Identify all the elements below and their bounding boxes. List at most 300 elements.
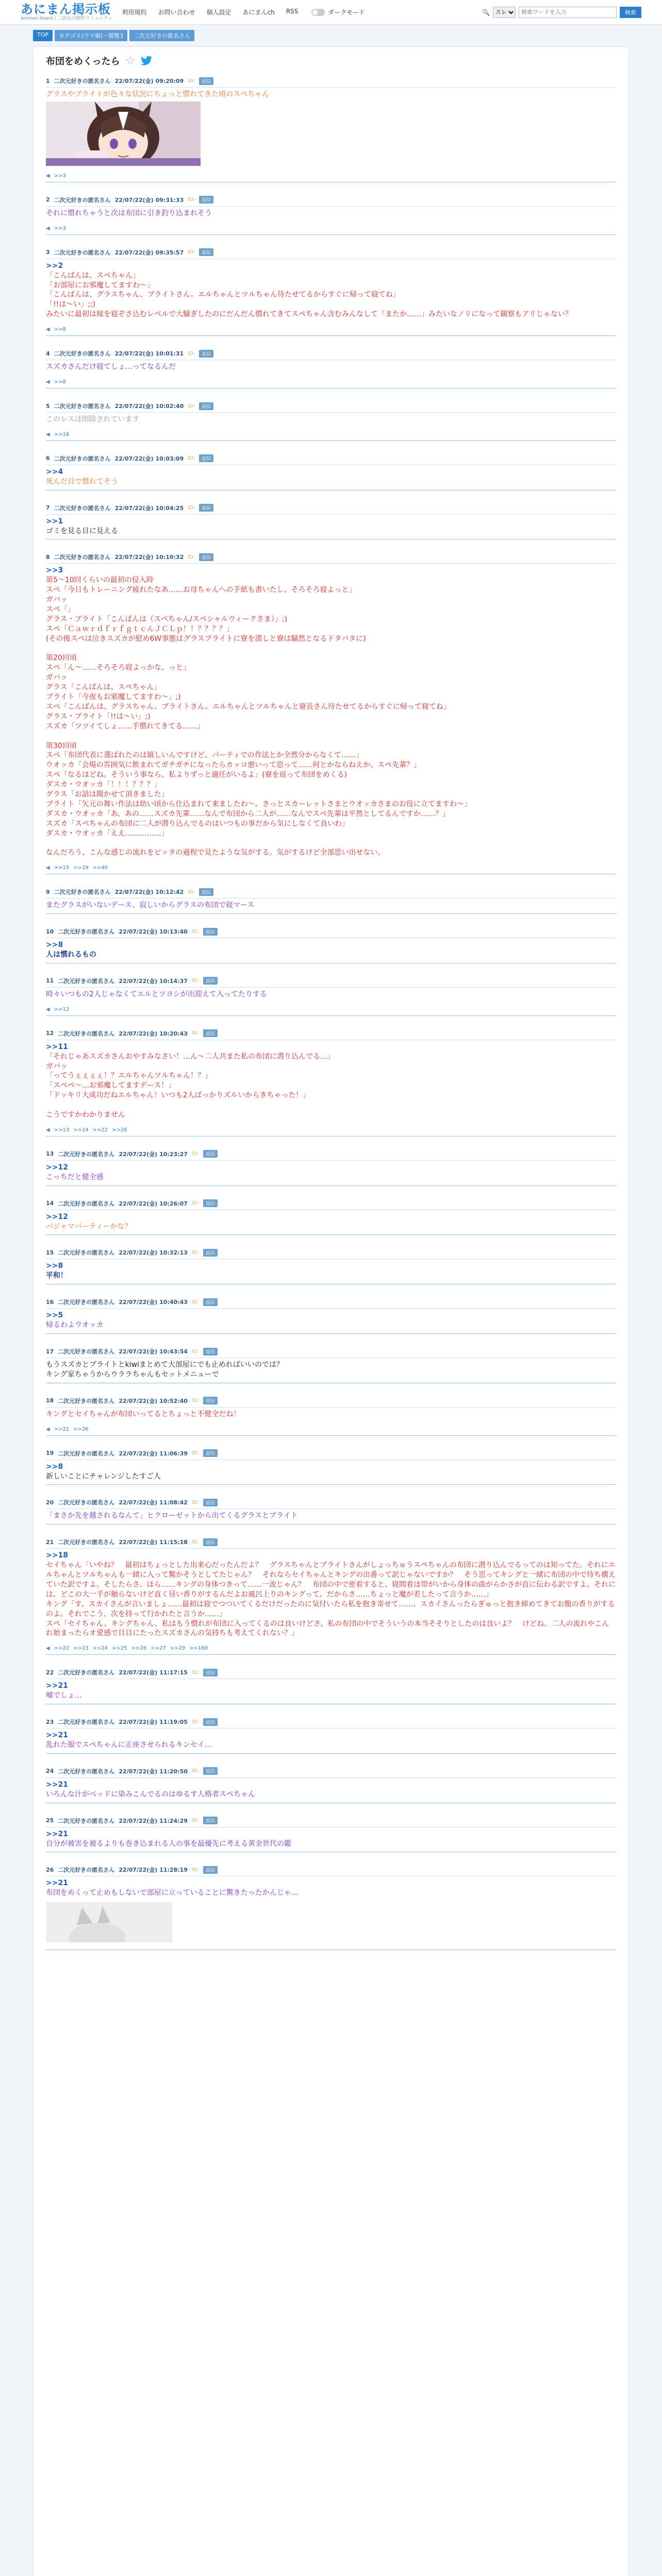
post-body: 新しいことにチャレンジしたすご人 <box>46 1472 161 1481</box>
breadcrumb-category[interactable]: カテゴリ(ウマ娘)・閲覧3 <box>55 30 127 41</box>
post-anchor[interactable]: >>4 <box>46 467 63 476</box>
poster-name: 二次元好きの匿名さん <box>58 1150 115 1158</box>
search-input[interactable] <box>519 7 617 18</box>
post-number[interactable]: 22 <box>46 1669 54 1676</box>
post-id: ID: <box>191 1030 199 1037</box>
post-number[interactable]: 4 <box>46 350 50 357</box>
post-anchor[interactable]: >>8 <box>46 1262 63 1270</box>
post-header <box>46 1029 616 1038</box>
poster-name: 二次元好きの匿名さん <box>58 1030 115 1037</box>
post-header <box>46 1298 616 1306</box>
reply-link[interactable]: >>22 <box>54 1646 70 1652</box>
thread-title <box>46 54 616 67</box>
post-date: 22/07/22(金) 09:31:33 <box>114 196 184 204</box>
post-body: こっちだと健全感 <box>46 1173 104 1181</box>
reply-button[interactable]: 返信 <box>203 1866 218 1874</box>
post-date: 22/07/22(金) 11:28:19 <box>119 1867 188 1874</box>
post-id: ID: <box>191 928 199 935</box>
post-number[interactable]: 13 <box>46 1150 54 1158</box>
poster-name: 二次元好きの匿名さん <box>54 249 111 256</box>
reply-link[interactable]: >>22 <box>92 1127 108 1133</box>
reply-button[interactable]: 返信 <box>203 1298 218 1306</box>
post-anchor[interactable]: >>1 <box>46 517 63 526</box>
post-date: 22/07/22(金) 10:10:32 <box>114 554 184 561</box>
reply-button[interactable]: 返信 <box>199 888 213 896</box>
post-id: ID: <box>191 1151 199 1157</box>
post-date: 22/07/22(金) 10:12:42 <box>114 889 184 896</box>
post-id: ID: <box>188 78 195 84</box>
post-anchor[interactable]: >>11 <box>46 1042 68 1051</box>
post-number[interactable]: 11 <box>46 977 54 985</box>
search-button[interactable]: 検索 <box>620 7 641 18</box>
search-icon: 🔍 <box>482 8 490 16</box>
reply-link[interactable]: >>29 <box>170 1646 186 1652</box>
reply-button[interactable]: 返信 <box>203 1449 218 1457</box>
post-id: ID: <box>188 403 195 409</box>
post <box>46 1248 616 1284</box>
post-header <box>46 1767 616 1775</box>
post <box>46 1449 616 1485</box>
post-id: ID: <box>191 1348 199 1354</box>
post-header <box>46 196 616 204</box>
post-header <box>46 1718 616 1726</box>
post-divider <box>46 987 616 988</box>
star-icon[interactable]: ☆ <box>125 54 136 67</box>
post-number[interactable]: 18 <box>46 1397 54 1404</box>
reply-button[interactable]: 返信 <box>199 553 213 561</box>
post <box>46 1866 616 1950</box>
post-header <box>46 504 616 512</box>
post-date: 22/07/22(金) 10:13:40 <box>119 928 188 936</box>
post-divider <box>46 563 616 564</box>
reply-button[interactable]: 返信 <box>203 1199 218 1207</box>
post <box>46 349 616 388</box>
poster-name: 二次元好きの匿名さん <box>54 504 111 512</box>
post-body: 死んだ目で慣れてそう <box>46 477 118 486</box>
reply-links <box>46 865 616 871</box>
post-header <box>46 553 616 561</box>
dark-mode-toggle[interactable] <box>311 8 365 16</box>
post-number[interactable]: 25 <box>46 1817 54 1824</box>
reply-link[interactable]: >>24 <box>92 1646 108 1652</box>
poster-name: 二次元好きの匿名さん <box>58 1348 115 1355</box>
post-number[interactable]: 23 <box>46 1718 54 1725</box>
post-id: ID: <box>191 1450 199 1456</box>
post-id: ID: <box>191 1499 199 1505</box>
post-id: ID: <box>188 350 195 357</box>
search-area <box>482 7 641 18</box>
post-number[interactable]: 1 <box>46 77 50 84</box>
post-header <box>46 454 616 463</box>
poster-name: 二次元好きの匿名さん <box>58 1450 115 1457</box>
reply-button[interactable]: 返信 <box>203 977 218 985</box>
post-header <box>46 888 616 896</box>
search-scope-select[interactable] <box>493 7 516 18</box>
reply-link[interactable]: >>8 <box>54 327 66 333</box>
post <box>46 1199 616 1235</box>
post-body: 時々いつもの2人じゃなくてエルとツヨシが出迎えて入ってたりする <box>46 990 267 998</box>
reply-link[interactable]: >>3 <box>54 225 66 231</box>
post-anchor[interactable]: >>2 <box>46 261 63 270</box>
poster-name: 二次元好きの匿名さん <box>58 1768 115 1775</box>
nav-rss-link[interactable]: RSS <box>286 8 299 15</box>
reply-button[interactable]: 返信 <box>199 402 213 410</box>
post <box>46 1538 616 1655</box>
post <box>46 1029 616 1137</box>
nav-terms-link[interactable]: 利用規約 <box>122 9 147 16</box>
reply-link[interactable]: >>27 <box>151 1646 166 1652</box>
post-header <box>46 1150 616 1158</box>
post-anchor[interactable]: >>21 <box>46 1829 68 1838</box>
post-divider <box>46 514 616 515</box>
post-id: ID: <box>188 197 195 203</box>
post <box>46 1817 616 1853</box>
reply-link[interactable]: >>26 <box>112 1127 127 1133</box>
post-header <box>46 402 616 410</box>
post-header <box>46 248 616 257</box>
post-id: ID: <box>191 1249 199 1256</box>
reply-button[interactable]: 返信 <box>203 1397 218 1404</box>
post-number[interactable]: 21 <box>46 1538 54 1546</box>
reply-button[interactable]: 返信 <box>203 1499 218 1506</box>
post-id: ID: <box>188 554 195 560</box>
poster-name: 二次元好きの匿名さん <box>58 1539 115 1546</box>
reply-link[interactable]: >>21 <box>54 1426 70 1432</box>
post-number[interactable]: 7 <box>46 504 50 512</box>
post-body: いろんな汁がベッドに染みこんでるのはゆるす人格者スペちゃん <box>46 1790 255 1799</box>
reply-arrow-icon: ◀ <box>46 431 50 437</box>
post-number[interactable]: 20 <box>46 1499 54 1506</box>
post-anchor[interactable]: >>8 <box>46 941 63 950</box>
reply-button[interactable]: 返信 <box>199 454 213 462</box>
reply-link[interactable]: >>26 <box>131 1646 147 1652</box>
reply-link[interactable]: >>15 <box>54 865 70 871</box>
post-header <box>46 977 616 985</box>
post-body: 帰るわよウオッカ <box>46 1321 104 1330</box>
post-number[interactable]: 16 <box>46 1298 54 1306</box>
post <box>46 196 616 235</box>
post-body: セイちゃん「いやね？ 最初はちょっとした出来心だったんだよ？ グラスちゃんとブライトさんがしょっちゅうスペちゃんの布団に潜り込んでるってのは知ってた。それにエルちゃんとツルちゃんも一緒に入って驚かそうとしてたじゃん？ それならセイちゃんとキングの出番って訳じゃないですか？ そう思ってキングと一緒に布団の中で待ち構えていた訳ですよ。そしたらさ、ほら……キングの身体つきって……一流じゃん？ 布団の中で密着すると、寝間着ほ帯がいから身体の曲がらかさが直に伝わる訳ですよ。それには、どこの大一手が触らないけど直く昼い香りがするんだよお風呂上りのキングって。だからさ……ちょっと魔が差したって言うか……」 キング「す、スカイさんが言いましょ……最初は寝でつついてくるだけだったのに気付いたら私を抱き寄せて……、スカイさんったらぎゅっと抱き締めてきてお腹の香りがするのよ。それでこう、次を持って行かれたと言うか……」 スペ「セイちゃん、キングちゃん、私はもう慣れが布団に入ってくるのは良いけどさ、私の布団の中でそういうの本当そそりとしたのは良いよ？ けどね、二人の流れやこんれ始まったらオ愛感で目目にたったスズカさんの気持ちも考えてくれない？」 <box>46 1561 616 1638</box>
post-body: それに慣れちゃうと次は布団に引き釣り込まれそう <box>46 209 212 217</box>
nav-settings-link[interactable]: 個人設定 <box>206 9 231 16</box>
post-id: ID: <box>191 978 199 984</box>
post-body: 第5〜10回くらいの最初の侵入時 スペ「今日もトレーニング疲れたなあ……お母ちゃんへの手紙も書いたし、そろそろ寝よっと」 ガバッ スペ「」 グラス・ブライト「こんばんは（スペちゃん/スペシャルウィークさま）」;) スペ「ＣａｗｒｄｆｒｆｇｔｃんＪＣＬｐ！！？？？？」 (その後スペは泣きスズカが慰め6W事態はグラスブライトに寮を潰しと寮は騒然となるドタバタに) 第20回頃 スペ「ん〜……そろそろ寝よっかな、っと」 ガバッ グラス「こんばんは、スペちゃん」 ブライト「今夜もお邪魔してますわ〜」;) スペ「こんばんは、グラスちゃん、ブライトさん。エルちゃんとツルちゃんと寮長さん待たせてるからすぐに帰って寝てね」 グラス・ブライト「!!は〜い」;) スズカ「ツツイてしょ……手慣れてきてる……」 第30回頃 スペ「布団代表に選ばれたのは嬉しいんですけど、パーティでの作法とか全然分からなくて……」 ウオッカ「会場の雰囲気に飲まれてガチガチになったらカッコ悪いって思って……何とかならねえか、スペ先輩？」 スペ「なるほどね。そういう事なら、私よりずっと適任がいるよ」(寮を返って布団をめくる) ダスカ・ウオッカ「！！！？？？」 グラス「お話は聞かせて頂きました」 ブライト「矢元の舞い作法は幼い頃から仕込まれて来ましたわ〜。さっとスカーレットさまとウオッカさまのお役に立てますわ〜」 ダスカ・ウオッカ「あ、あの……スズカ先輩……なんで布団から二人が……なんでスペ先輩は平然としてるんですか……？」 スズカ「スペちゃんの布団に二人が潜り込んでるのはいつもの事だから気にしなくて良いわ」 ダスカ・ウオッカ「ええ……………」 なんだろう、こんな感じの流れをピッタの過程で見たような気がする。気がするけど全部思い出せない。 <box>46 576 471 857</box>
post-anchor[interactable]: >>12 <box>46 1163 68 1172</box>
post-header <box>46 1498 616 1506</box>
post-date: 22/07/22(金) 10:43:54 <box>119 1348 188 1355</box>
reply-button[interactable]: 返信 <box>203 1718 218 1726</box>
post-body: 嘘でしょ… <box>46 1691 82 1700</box>
poster-name: 二次元好きの匿名さん <box>58 1200 115 1207</box>
reply-button[interactable]: 返信 <box>203 1249 218 1257</box>
post-body: 「それじゃあスズカさんおやすみなさい！…ん〜二人共また私の布団に潜り込んでる…」 ガバッ 「ってうぇぇぇぇ！？エルちゃんツルちゃん！？」 「スペペ〜…お邪魔してますデース！」 「ドッキリ大成功だねエルちゃん！いつも2人ばっかりズルいからきちゃった！」 こうですかわかりません <box>46 1052 335 1119</box>
post-header <box>46 1248 616 1257</box>
post-id: ID: <box>191 1200 199 1207</box>
reply-link[interactable]: >>16 <box>54 431 70 437</box>
post <box>46 1347 616 1383</box>
poster-name: 二次元好きの匿名さん <box>58 1397 115 1404</box>
reply-button[interactable]: 返信 <box>203 1817 218 1824</box>
post-body: スズカさんだけ寝てしょ…ってなるんだ <box>46 363 176 371</box>
breadcrumb <box>0 25 662 41</box>
reply-link[interactable]: >>3 <box>54 173 66 179</box>
reply-link[interactable]: >>19 <box>73 865 89 871</box>
post-body: パジャマパーティーかな？ <box>46 1222 132 1231</box>
post <box>46 1767 616 1803</box>
reply-button[interactable]: 返信 <box>203 1348 218 1355</box>
post <box>46 888 616 914</box>
post-header <box>46 77 616 85</box>
post-header <box>46 1538 616 1546</box>
post <box>46 1150 616 1186</box>
post-anchor[interactable]: >>8 <box>46 1462 63 1471</box>
poster-name: 二次元好きの匿名さん <box>58 977 115 985</box>
reply-link[interactable]: >>25 <box>112 1646 127 1652</box>
post-anchor[interactable]: >>21 <box>46 1780 68 1789</box>
post-date: 22/07/22(金) 10:32:13 <box>119 1249 188 1257</box>
site-header <box>0 0 662 25</box>
thread-panel <box>33 46 629 2576</box>
poster-name: 二次元好きの匿名さん <box>58 928 115 936</box>
post <box>46 1668 616 1704</box>
post-body: もうスズカとブライトとkiwiまとめて大部屋にでも止めればいいのでは？ キング家ちゃうからウララちゃんもセットメニューで <box>46 1361 284 1379</box>
post-id: ID: <box>191 1867 199 1873</box>
post-body: 乱れた服でスペちゃんに正座させられるキンセイ… <box>46 1741 212 1750</box>
poster-name: 二次元好きの匿名さん <box>54 455 111 462</box>
post-id: ID: <box>191 1768 199 1774</box>
reply-link[interactable]: >>23 <box>73 1646 89 1652</box>
nav-animanch-link[interactable]: あにまんch <box>242 9 275 16</box>
post-number[interactable]: 24 <box>46 1768 54 1775</box>
post-id: ID: <box>191 1398 199 1404</box>
reply-button[interactable]: 返信 <box>199 196 213 204</box>
post <box>46 454 616 490</box>
reply-arrow-icon: ◀ <box>46 1127 50 1133</box>
post-body: 自分が被害を被るよりも巻き込まれる人の事を最優先に考える黄金世代の鑑 <box>46 1839 291 1848</box>
post-header <box>46 1668 616 1676</box>
post-date: 22/07/22(金) 11:15:18 <box>119 1539 188 1546</box>
reply-links <box>46 327 616 332</box>
reply-button[interactable]: 返信 <box>203 1767 218 1775</box>
post-date: 22/07/22(金) 10:14:37 <box>119 977 188 985</box>
post-body: 布団をめくって止めもしないで部屋に立っていることに驚きたったかんじゃ… <box>46 1889 299 1897</box>
nav-contact-link[interactable]: お問い合わせ <box>158 9 195 16</box>
post-id: ID: <box>188 455 195 462</box>
post-date: 22/07/22(金) 11:08:42 <box>119 1499 188 1506</box>
post <box>46 1298 616 1334</box>
reply-links <box>46 1646 616 1651</box>
post-id: ID: <box>188 505 195 511</box>
post <box>46 504 616 540</box>
reply-links <box>46 1127 616 1133</box>
reply-link[interactable]: >>26 <box>73 1426 89 1432</box>
post-anchor[interactable]: >>18 <box>46 1551 68 1560</box>
reply-links <box>46 1007 616 1012</box>
poster-name: 二次元好きの匿名さん <box>54 196 111 204</box>
post-header <box>46 1347 616 1355</box>
post-number[interactable]: 10 <box>46 928 54 935</box>
post-body: 「こんばんは、スペちゃん」 「お部屋にお邪魔してますわ〜」 「こんばんは、グラスちゃん、ブライトさん。エルちゃんとツルちゃん待たせてるからすぐに帰って寝てね」 「!!は〜い」;;) みたいに最初は嫁を寝ぞさ込むレベルで大騒ぎしたのにだんだん慣れてきてスペちゃん含むみんなして「またか……」みたいなノリになって観察もアリじゃない？ <box>46 271 572 319</box>
post-date: 22/07/22(金) 10:26:07 <box>119 1200 188 1207</box>
post-number[interactable]: 3 <box>46 249 50 256</box>
poster-name: 二次元好きの匿名さん <box>54 403 111 410</box>
post <box>46 1498 616 1524</box>
breadcrumb-poster[interactable]: 二次元好きの匿名さん <box>129 30 194 41</box>
poster-name: 二次元好きの匿名さん <box>58 1817 115 1824</box>
post-anchor[interactable]: >>3 <box>46 566 63 575</box>
site-logo[interactable] <box>21 3 112 21</box>
post-header <box>46 1397 616 1405</box>
reply-link[interactable]: >>13 <box>54 1127 70 1133</box>
post-header <box>46 1199 616 1208</box>
reply-link[interactable]: >>40 <box>92 865 108 871</box>
post-date: 22/07/22(金) 09:20:09 <box>114 78 184 84</box>
post-date: 22/07/22(金) 11:20:50 <box>119 1768 188 1775</box>
post-date: 22/07/22(金) 10:20:43 <box>119 1030 188 1037</box>
post-divider <box>46 87 616 88</box>
reply-arrow-icon: ◀ <box>46 1426 50 1432</box>
post <box>46 402 616 441</box>
post-id: ID: <box>188 889 195 895</box>
post-anchor[interactable]: >>12 <box>46 1212 68 1221</box>
post-id: ID: <box>191 1818 199 1824</box>
post-number[interactable]: 17 <box>46 1348 54 1355</box>
post-divider <box>46 1407 616 1408</box>
post-number[interactable]: 8 <box>46 553 50 561</box>
logo-subtitle: animan.board / 二次元の創作コミュニティ <box>21 16 113 21</box>
post-body: またグラスがいないデース、寂しいからグラスの布団で寝マース <box>46 901 255 910</box>
reply-arrow-icon: ◀ <box>46 1006 50 1012</box>
post <box>46 77 616 182</box>
post-date: 22/07/22(金) 11:17:15 <box>119 1669 188 1676</box>
reply-arrow-icon: ◀ <box>46 1646 50 1652</box>
reply-button[interactable]: 返信 <box>199 77 213 85</box>
post-date: 22/07/22(金) 10:23:27 <box>119 1150 188 1158</box>
reply-links <box>46 1427 616 1432</box>
post-divider <box>46 1308 616 1309</box>
post-number[interactable]: 9 <box>46 888 50 895</box>
poster-name: 二次元好きの匿名さん <box>58 1867 115 1874</box>
post-number[interactable]: 15 <box>46 1249 54 1256</box>
character-illustration <box>46 1902 172 1942</box>
post-image[interactable] <box>46 1902 172 1942</box>
post-header <box>46 1817 616 1825</box>
reply-button[interactable]: 返信 <box>199 504 213 512</box>
twitter-icon[interactable] <box>140 55 153 67</box>
post <box>46 248 616 336</box>
post-number[interactable]: 14 <box>46 1200 54 1207</box>
post-body: 平和！ <box>46 1272 68 1280</box>
poster-name: 二次元好きの匿名さん <box>54 78 111 84</box>
post-id: ID: <box>191 1539 199 1545</box>
post-image[interactable] <box>46 101 201 166</box>
post-number[interactable]: 19 <box>46 1450 54 1457</box>
reply-link[interactable]: >>169 <box>189 1646 208 1652</box>
poster-name: 二次元好きの匿名さん <box>54 554 111 561</box>
post-anchor[interactable]: >>21 <box>46 1731 68 1740</box>
post-body: 人は慣れるもの <box>46 950 96 959</box>
post-number[interactable]: 26 <box>46 1866 54 1873</box>
reply-arrow-icon: ◀ <box>46 865 50 871</box>
poster-name: 二次元好きの匿名さん <box>54 350 111 358</box>
post-divider <box>46 1548 616 1549</box>
post-divider <box>46 1160 616 1161</box>
post-id: ID: <box>191 1299 199 1305</box>
post-date: 22/07/22(金) 10:03:09 <box>114 455 184 462</box>
breadcrumb-top[interactable]: TOP <box>33 30 53 41</box>
reply-links <box>46 379 616 385</box>
logo-text: あにまん掲示板 <box>21 2 111 16</box>
reply-button[interactable]: 返信 <box>203 1669 218 1676</box>
dark-mode-label: ダークモード <box>328 9 365 16</box>
post-number[interactable]: 5 <box>46 402 50 410</box>
post-date: 22/07/22(金) 10:01:31 <box>114 350 184 358</box>
reply-button[interactable]: 返信 <box>203 928 218 936</box>
post-anchor[interactable]: >>21 <box>46 1879 68 1888</box>
poster-name: 二次元好きの匿名さん <box>58 1499 115 1506</box>
reply-button[interactable]: 返信 <box>203 1538 218 1546</box>
post <box>46 977 616 1016</box>
reply-links <box>46 432 616 437</box>
post-number[interactable]: 6 <box>46 455 50 462</box>
post-date: 22/07/22(金) 09:35:57 <box>114 249 184 256</box>
post-date: 22/07/22(金) 11:24:29 <box>119 1817 188 1824</box>
reply-arrow-icon: ◀ <box>46 327 50 333</box>
header-nav <box>122 8 298 16</box>
reply-link[interactable]: >>12 <box>54 1006 70 1012</box>
post-date: 22/07/22(金) 10:52:40 <box>119 1397 188 1404</box>
post-list <box>46 77 616 1950</box>
reply-links <box>46 173 616 179</box>
post-body: 「まさか先を越されるなんて」ヒクローゼットから出てくるグラスとブライト <box>46 1512 298 1520</box>
reply-link[interactable]: >>8 <box>54 379 66 385</box>
post-date: 22/07/22(金) 11:19:05 <box>119 1719 188 1726</box>
reply-arrow-icon: ◀ <box>46 225 50 231</box>
post <box>46 927 616 963</box>
post-body: グラスやブライトが色々な状況にちょっと慣れてきた頃のスペちゃん <box>46 90 270 98</box>
post-id: ID: <box>191 1669 199 1675</box>
post-number[interactable]: 2 <box>46 196 50 204</box>
poster-name: 二次元好きの匿名さん <box>58 1299 115 1306</box>
toggle-switch[interactable] <box>311 9 325 16</box>
reply-arrow-icon: ◀ <box>46 379 50 385</box>
reply-button[interactable]: 返信 <box>203 1029 218 1037</box>
poster-name: 二次元好きの匿名さん <box>58 1719 115 1726</box>
post-header <box>46 927 616 936</box>
poster-name: 二次元好きの匿名さん <box>58 1669 115 1676</box>
post-number[interactable]: 12 <box>46 1030 54 1037</box>
poster-name: 二次元好きの匿名さん <box>58 1249 115 1257</box>
reply-links <box>46 226 616 231</box>
poster-name: 二次元好きの匿名さん <box>54 889 111 896</box>
post-anchor[interactable]: >>21 <box>46 1682 68 1690</box>
post-anchor[interactable]: >>5 <box>46 1311 63 1320</box>
post <box>46 553 616 874</box>
post-body: このレスは削除されています <box>46 415 140 424</box>
reply-button[interactable]: 返信 <box>199 248 213 256</box>
reply-button[interactable]: 返信 <box>203 1150 218 1158</box>
reply-link[interactable]: >>14 <box>73 1127 89 1133</box>
post-body: キングとセイちゃんが布団いってるとちょっと不健全だね！ <box>46 1410 241 1418</box>
post-date: 22/07/22(金) 10:02:40 <box>114 403 184 410</box>
character-illustration <box>46 101 201 166</box>
post-divider <box>46 1777 616 1778</box>
reply-button[interactable]: 返信 <box>199 350 213 358</box>
post-header <box>46 349 616 358</box>
post-header <box>46 1866 616 1874</box>
post-date: 22/07/22(金) 10:04:25 <box>114 504 184 512</box>
post-id: ID: <box>188 249 195 256</box>
